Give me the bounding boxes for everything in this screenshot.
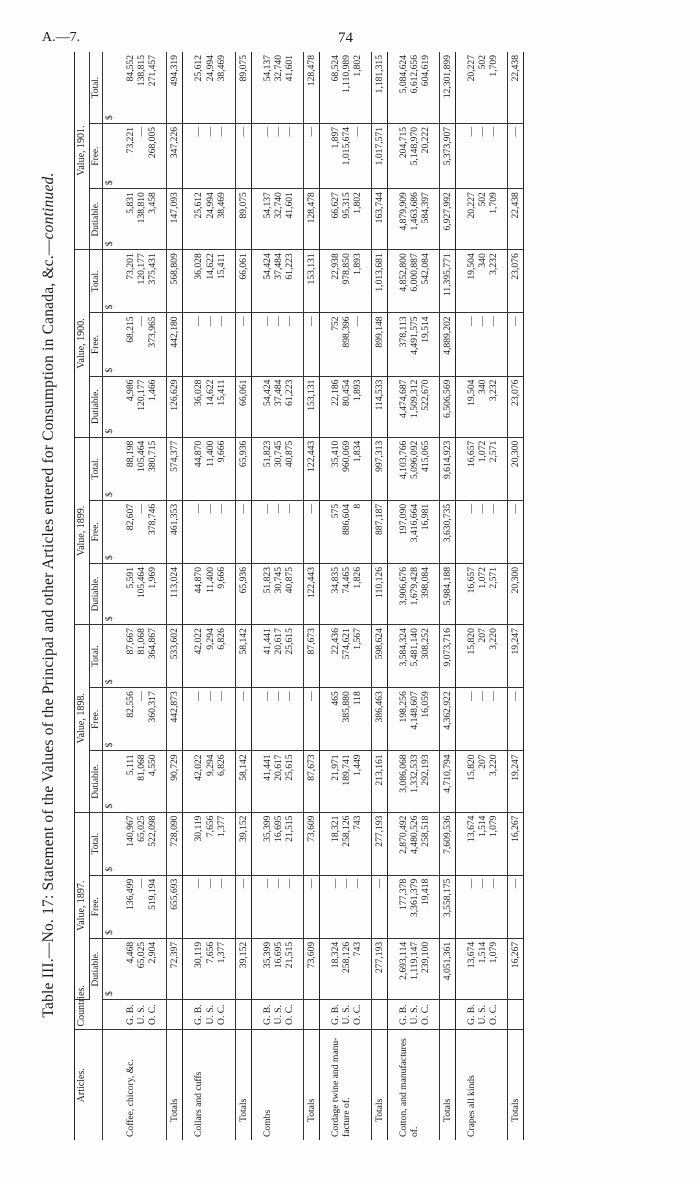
value-cell: 574,377 [167, 437, 183, 500]
totals-row [235, 52, 251, 1140]
value-cell: 72,397 [167, 938, 183, 999]
value-cell: 5,984,188 [439, 563, 455, 624]
value-cell: 54,424 37,484 61,223 [251, 250, 303, 313]
value-cell: 1,017,571 [371, 123, 387, 188]
value-cell: — — — [455, 500, 507, 563]
value-cell: 728,090 [167, 812, 183, 875]
value-cell: $ [103, 751, 116, 812]
value-cell: — — — [455, 688, 507, 751]
currency-row [103, 52, 116, 1140]
value-cell: 5,373,907 [439, 123, 455, 188]
value-cell: 386,463 [371, 688, 387, 751]
countries-cell: G. B. U. S. O. C. [455, 999, 507, 1030]
value-cell: 65,936 [235, 563, 251, 624]
value-cell: — [235, 123, 251, 188]
sub-header-free: Free. [89, 313, 103, 376]
sub-header-total: Total. [89, 625, 103, 688]
value-cell: 110,126 [371, 563, 387, 624]
value-cell: — [235, 500, 251, 563]
countries-header: Countries. [75, 999, 103, 1030]
value-cell: 68,524 1,110,989 1,802 [319, 52, 371, 123]
value-cell: 442,873 [167, 688, 183, 751]
value-cell: — [303, 875, 319, 938]
value-cell: 16,267 [508, 812, 524, 875]
countries-cell [303, 999, 319, 1030]
value-cell: 89,075 [235, 189, 251, 250]
value-cell: — — — [183, 313, 235, 376]
countries-cell [167, 999, 183, 1030]
value-cell: 54,137 32,740 41,601 [251, 52, 303, 123]
articles-header: Articles. [75, 1030, 103, 1140]
value-cell: 533,602 [167, 625, 183, 688]
sub-header-free: Free. [89, 875, 103, 938]
article-name-cell: Collars and cuffs [193, 1071, 205, 1137]
value-cell: 19,504 340 3,232 [455, 250, 507, 313]
value-cell: 16,267 [508, 938, 524, 999]
value-cell: 461,353 [167, 500, 183, 563]
totals-row [508, 52, 524, 1140]
sub-header-free: Free. [89, 123, 103, 188]
value-cell: 128,478 [303, 189, 319, 250]
value-cell: — — — [183, 875, 235, 938]
value-cell: — — — [183, 500, 235, 563]
value-cell: — [235, 688, 251, 751]
value-cell: 19,504 340 3,232 [455, 376, 507, 437]
value-cell: 73,609 [303, 812, 319, 875]
value-cell: 11,395,771 [439, 250, 455, 313]
value-cell: — [303, 500, 319, 563]
value-cell: 4,852,800 6,000,887 542,084 [387, 250, 439, 313]
value-cell: 89,075 [235, 52, 251, 123]
value-cell: 73,609 [303, 938, 319, 999]
countries-cell [508, 999, 524, 1030]
value-cell: — [508, 500, 524, 563]
year-header-1900: Value, 1900. [75, 250, 90, 437]
sub-header-total: Total. [89, 812, 103, 875]
countries-cell: G. B. U. S. O. C. [251, 999, 303, 1030]
countries-cell: G. B. U. S. O. C. [115, 999, 167, 1030]
value-cell: 4,710,794 [439, 751, 455, 812]
value-cell: 122,443 [303, 437, 319, 500]
value-cell: 5,084,624 6,612,656 604,619 [387, 52, 439, 123]
value-cell: 44,870 11,400 9,666 [183, 563, 235, 624]
year-header-1901: Value, 1901. [75, 52, 90, 250]
year-header-1899: Value, 1899. [75, 437, 90, 624]
value-cell: 5,111 81,068 4,550 [115, 751, 167, 812]
value-cell: 4,362,922 [439, 688, 455, 751]
value-cell: — [303, 123, 319, 188]
value-cell: 22,186 80,454 1,893 [319, 376, 371, 437]
value-cell: 277,193 [371, 812, 387, 875]
value-cell: 153,131 [303, 376, 319, 437]
value-cell: 6,506,569 [439, 376, 455, 437]
statistics-table [74, 52, 524, 1140]
value-cell: — [235, 313, 251, 376]
value-cell: — — — [183, 123, 235, 188]
value-cell: 35,410 960,069 1,834 [319, 437, 371, 500]
sub-header-row [89, 52, 103, 1140]
value-cell: 5,591 105,464 1,969 [115, 563, 167, 624]
value-cell: $ [103, 123, 116, 188]
value-cell: 35,399 16,695 21,515 [251, 812, 303, 875]
article-name-cell: Totals [371, 1030, 387, 1140]
value-cell: 20,300 [508, 437, 524, 500]
article-name-cell: Coffee, chicory, &c. [125, 1059, 137, 1137]
value-cell: 197,090 3,416,664 16,981 [387, 500, 439, 563]
value-cell: — — — [251, 688, 303, 751]
value-cell: 12,301,899 [439, 52, 455, 123]
value-cell: 20,227 502 1,709 [455, 52, 507, 123]
table-title [40, 50, 58, 1140]
year-header-1898: Value, 1898. [75, 625, 90, 812]
value-cell: — [303, 313, 319, 376]
article-name-cell: Totals [235, 1030, 251, 1140]
totals-row [167, 52, 183, 1140]
value-cell: 378,113 4,491,575 19,514 [387, 313, 439, 376]
value-cell: 68,215 — 373,965 [115, 313, 167, 376]
year-header-1897: Value, 1897. [75, 812, 90, 999]
value-cell: 4,103,766 5,096,092 415,065 [387, 437, 439, 500]
value-cell: 25,612 24,994 38,469 [183, 52, 235, 123]
value-cell: 13,674 1,514 1,079 [455, 938, 507, 999]
value-cell: 997,313 [371, 437, 387, 500]
value-cell: 213,161 [371, 751, 387, 812]
value-cell: 19,247 [508, 751, 524, 812]
value-cell: 51,823 30,745 40,875 [251, 563, 303, 624]
value-cell: 598,624 [371, 625, 387, 688]
value-cell: 18,321 258,126 743 [319, 812, 371, 875]
countries-cell: G. B. U. S. O. C. [319, 999, 371, 1030]
value-cell: $ [103, 376, 116, 437]
value-cell: 277,193 [371, 938, 387, 999]
value-cell: 9,073,716 [439, 625, 455, 688]
value-cell: 4,889,202 [439, 313, 455, 376]
article-row [183, 52, 235, 1140]
value-cell: — — — [251, 123, 303, 188]
countries-cell [235, 999, 251, 1030]
value-cell: 41,441 20,617 25,615 [251, 625, 303, 688]
value-cell: 82,556 — 360,317 [115, 688, 167, 751]
value-cell: 3,630,735 [439, 500, 455, 563]
value-cell: 3,584,324 5,481,140 308,252 [387, 625, 439, 688]
countries-cell [103, 999, 116, 1030]
value-cell: — [508, 688, 524, 751]
countries-cell [439, 999, 455, 1030]
value-cell: $ [103, 688, 116, 751]
rotated-table-block [40, 50, 660, 1140]
article-row [251, 52, 303, 1140]
article-row [455, 52, 507, 1140]
value-cell: — [371, 875, 387, 938]
value-cell: 73,201 120,177 375,431 [115, 250, 167, 313]
article-row [387, 52, 439, 1140]
value-cell: 20,300 [508, 563, 524, 624]
value-cell: $ [103, 52, 116, 123]
value-cell: 21,971 189,741 1,449 [319, 751, 371, 812]
table-body [103, 52, 524, 1140]
value-cell: 22,436 574,621 1,567 [319, 625, 371, 688]
value-cell: 899,148 [371, 313, 387, 376]
table-title-main: Table III.—No. 17: Statement of the Values of the Principal and other Articles entered for Consumption in Canada, &c.— [40, 239, 57, 1018]
value-cell: — [235, 875, 251, 938]
value-cell: 163,744 [371, 189, 387, 250]
value-cell: 2,693,114 1,119,147 239,100 [387, 938, 439, 999]
value-cell: 87,673 [303, 625, 319, 688]
value-cell: 87,673 [303, 751, 319, 812]
sub-header-total: Total. [89, 52, 103, 123]
value-cell: 204,715 5,148,970 20,222 [387, 123, 439, 188]
value-cell: 1,181,315 [371, 52, 387, 123]
value-cell: — — — [455, 313, 507, 376]
value-cell: 15,820 207 3,220 [455, 625, 507, 688]
value-cell: 58,142 [235, 751, 251, 812]
article-name-cell: Combs [261, 1109, 273, 1137]
sub-header-dutiable: Dutiable. [89, 563, 103, 624]
value-cell: 16,657 1,072 2,571 [455, 437, 507, 500]
value-cell: 25,612 24,994 38,469 [183, 189, 235, 250]
sub-header-total: Total. [89, 437, 103, 500]
value-cell: 30,119 7,656 1,377 [183, 812, 235, 875]
value-cell: — — — [319, 875, 371, 938]
value-cell: 73,221 — 268,005 [115, 123, 167, 188]
value-cell: 3,086,068 1,332,533 292,193 [387, 751, 439, 812]
value-cell: 3,558,175 [439, 875, 455, 938]
sub-header-dutiable: Dutiable. [89, 751, 103, 812]
value-cell: 494,319 [167, 52, 183, 123]
value-cell: 1,013,681 [371, 250, 387, 313]
value-cell: 58,142 [235, 625, 251, 688]
value-cell: 39,152 [235, 812, 251, 875]
value-cell: 177,378 3,361,379 19,418 [387, 875, 439, 938]
value-cell: 36,028 14,622 15,411 [183, 250, 235, 313]
value-cell: — [508, 123, 524, 188]
value-cell: 30,119 7,656 1,377 [183, 938, 235, 999]
value-cell: 153,131 [303, 250, 319, 313]
value-cell: $ [103, 875, 116, 938]
value-cell: 22,438 [508, 189, 524, 250]
value-cell: 147,093 [167, 189, 183, 250]
value-cell: 19,247 [508, 625, 524, 688]
value-cell: $ [103, 437, 116, 500]
value-cell: 36,028 14,622 15,411 [183, 376, 235, 437]
value-cell: 4,051,361 [439, 938, 455, 999]
value-cell: — — — [251, 875, 303, 938]
article-name-cell [103, 1030, 116, 1140]
value-cell: 655,693 [167, 875, 183, 938]
sub-header-total: Total. [89, 250, 103, 313]
countries-cell: G. B. U. S. O. C. [387, 999, 439, 1030]
value-cell: 23,076 [508, 376, 524, 437]
value-cell: — — — [251, 313, 303, 376]
sub-header-free: Free. [89, 688, 103, 751]
value-cell: 39,152 [235, 938, 251, 999]
article-name-cell: Cordage twine and manu- facture of. [329, 1037, 352, 1137]
value-cell: 82,607 — 378,746 [115, 500, 167, 563]
sub-header-dutiable: Dutiable. [89, 376, 103, 437]
article-row [115, 52, 167, 1140]
article-name-cell: Totals [167, 1030, 183, 1140]
value-cell: 887,187 [371, 500, 387, 563]
value-cell: 347,226 [167, 123, 183, 188]
value-cell: $ [103, 189, 116, 250]
value-cell: 84,552 138,815 271,457 [115, 52, 167, 123]
totals-row [439, 52, 455, 1140]
value-cell: $ [103, 625, 116, 688]
value-cell: — — — [251, 500, 303, 563]
value-cell: 20,227 502 1,709 [455, 189, 507, 250]
article-name-cell: Totals [508, 1030, 524, 1140]
page-number: 74 [338, 30, 353, 46]
value-cell: 5,831 138,810 3,458 [115, 189, 167, 250]
value-cell: 136,499 — 519,194 [115, 875, 167, 938]
value-cell: 16,657 1,072 2,571 [455, 563, 507, 624]
value-cell: 126,629 [167, 376, 183, 437]
countries-cell [371, 999, 387, 1030]
value-cell: 35,399 16,695 21,515 [251, 938, 303, 999]
value-cell: 42,022 9,294 6,826 [183, 625, 235, 688]
value-cell: 13,674 1,514 1,079 [455, 812, 507, 875]
value-cell: 6,927,992 [439, 189, 455, 250]
value-cell: 114,533 [371, 376, 387, 437]
totals-row [371, 52, 387, 1140]
value-cell: 3,906,676 1,679,428 398,084 [387, 563, 439, 624]
value-cell: 90,729 [167, 751, 183, 812]
value-cell: 1,897 1,015,674 — [319, 123, 371, 188]
value-cell: 4,474,687 1,509,312 522,670 [387, 376, 439, 437]
value-cell: 66,061 [235, 250, 251, 313]
value-cell: 128,478 [303, 52, 319, 123]
value-cell: 575 886,604 8 [319, 500, 371, 563]
value-cell: — [508, 313, 524, 376]
sub-header-dutiable: Dutiable. [89, 938, 103, 999]
value-cell: 51,823 30,745 40,875 [251, 437, 303, 500]
article-name-cell: Totals [303, 1030, 319, 1140]
value-cell: 66,061 [235, 376, 251, 437]
value-cell: 4,879,909 1,463,686 584,397 [387, 189, 439, 250]
totals-row [303, 52, 319, 1140]
value-cell: 22,438 [508, 52, 524, 123]
article-name-cell: Totals [439, 1030, 455, 1140]
article-row [319, 52, 371, 1140]
value-cell: 23,076 [508, 250, 524, 313]
value-cell: 15,820 207 3,220 [455, 751, 507, 812]
value-cell: 41,441 20,617 25,615 [251, 751, 303, 812]
value-cell: 42,022 9,294 6,826 [183, 751, 235, 812]
value-cell: 4,986 120,177 1,466 [115, 376, 167, 437]
value-cell: — [508, 875, 524, 938]
value-cell: 54,137 32,740 41,601 [251, 189, 303, 250]
value-cell: 9,614,923 [439, 437, 455, 500]
value-cell: 18,324 258,126 743 [319, 938, 371, 999]
value-cell: 4,468 65,025 2,904 [115, 938, 167, 999]
value-cell: $ [103, 500, 116, 563]
countries-cell: G. B. U. S. O. C. [183, 999, 235, 1030]
value-cell: 65,936 [235, 437, 251, 500]
article-name-cell: Cotton, and manufactures of. [397, 1038, 420, 1137]
value-cell: 568,809 [167, 250, 183, 313]
sub-header-free: Free. [89, 500, 103, 563]
value-cell: — — — [455, 123, 507, 188]
value-cell: 54,424 37,484 61,223 [251, 376, 303, 437]
value-cell: 442,180 [167, 313, 183, 376]
value-cell: 22,938 978,850 1,893 [319, 250, 371, 313]
value-cell: — [303, 688, 319, 751]
value-cell: 34,835 74,465 1,826 [319, 563, 371, 624]
article-name-cell: Crapes all kinds [465, 1075, 477, 1137]
value-cell: 752 898,396 — [319, 313, 371, 376]
value-cell: 88,198 105,464 380,715 [115, 437, 167, 500]
value-cell: 44,870 11,400 9,666 [183, 437, 235, 500]
value-cell: — — — [183, 688, 235, 751]
value-cell: 198,256 4,148,607 16,059 [387, 688, 439, 751]
value-cell: $ [103, 812, 116, 875]
table-title-continued: continued. [40, 172, 57, 240]
value-cell: 66,627 95,315 1,802 [319, 189, 371, 250]
value-cell: — — — [455, 875, 507, 938]
sub-header-dutiable: Dutiable. [89, 189, 103, 250]
value-cell: $ [103, 313, 116, 376]
value-cell: 7,609,536 [439, 812, 455, 875]
value-cell: $ [103, 563, 116, 624]
value-cell: 122,443 [303, 563, 319, 624]
value-cell: 465 385,880 118 [319, 688, 371, 751]
value-cell: $ [103, 250, 116, 313]
value-cell: 113,024 [167, 563, 183, 624]
value-cell: $ [103, 938, 116, 999]
document-reference: A.—7. [42, 30, 81, 45]
value-cell: 87,667 81,068 364,867 [115, 625, 167, 688]
value-cell: 2,870,492 4,480,526 258,518 [387, 812, 439, 875]
value-cell: 140,967 65,025 522,098 [115, 812, 167, 875]
